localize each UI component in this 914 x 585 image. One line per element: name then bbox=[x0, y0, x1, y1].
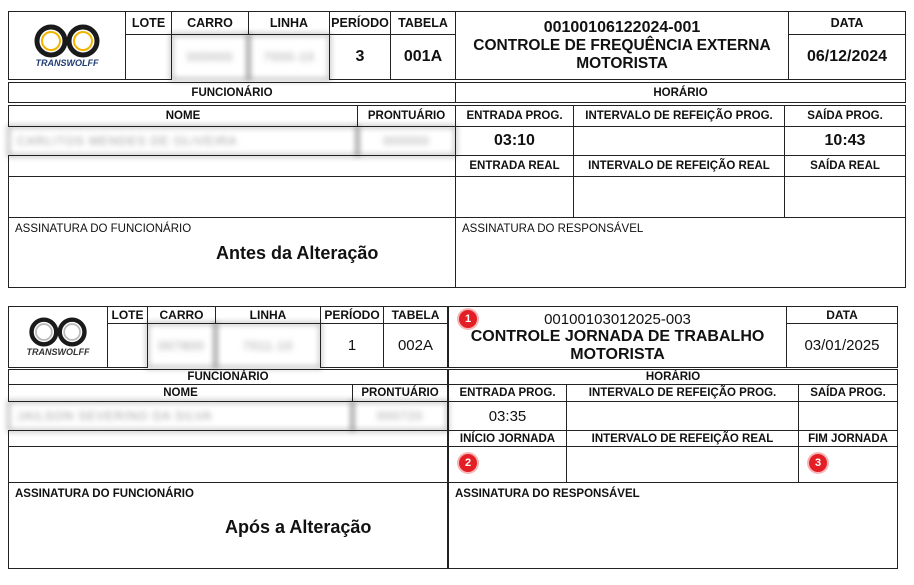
marker-3-badge: 3 bbox=[809, 454, 827, 472]
lote-header: LOTE bbox=[107, 306, 148, 324]
intervalo-prog-value bbox=[566, 401, 799, 431]
linha-header: LINHA bbox=[215, 306, 321, 324]
data-value: 06/12/2024 bbox=[788, 34, 906, 80]
tabela-value: 001A bbox=[390, 34, 456, 80]
prontuario-value: 000000 bbox=[357, 126, 456, 156]
logo-text: TRANSWOLFF bbox=[26, 347, 90, 357]
document-subtitle: MOTORISTA bbox=[576, 54, 668, 72]
carro-value: 000000 bbox=[171, 34, 249, 80]
saida-prog-label: SAÍDA PROG. bbox=[798, 384, 898, 402]
document-number: 00100106122024-001 bbox=[543, 18, 701, 36]
document-title: CONTROLE JORNADA DE TRABALHO bbox=[470, 327, 765, 345]
entrada-real-label: ENTRADA REAL bbox=[455, 155, 574, 177]
entrada-real-field bbox=[455, 176, 574, 218]
data-value: 03/01/2025 bbox=[786, 323, 898, 368]
nome-value: JAILSON SEVERINO DA SILVA bbox=[8, 401, 353, 431]
document-title: CONTROLE DE FREQUÊNCIA EXTERNA bbox=[473, 36, 771, 54]
lote-value bbox=[125, 34, 172, 80]
form-after bbox=[8, 306, 898, 569]
linha-header: LINHA bbox=[248, 11, 330, 35]
carro-header: CARRO bbox=[171, 11, 249, 35]
document-number: 00100103012025-003 bbox=[544, 310, 691, 328]
document-title-block bbox=[447, 306, 787, 368]
lote-header: LOTE bbox=[125, 11, 172, 35]
intervalo-prog-value bbox=[573, 126, 785, 156]
assinatura-responsavel-label: ASSINATURA DO RESPONSÁVEL bbox=[455, 217, 906, 288]
document-subtitle: MOTORISTA bbox=[570, 345, 665, 363]
periodo-value: 3 bbox=[329, 34, 391, 80]
entrada-prog-label: ENTRADA PROG. bbox=[447, 384, 567, 402]
intervalo-real-label: INTERVALO DE REFEIÇÃO REAL bbox=[566, 430, 799, 447]
intervalo-real-field bbox=[573, 176, 785, 218]
intervalo-real-field bbox=[566, 446, 799, 483]
nome-label: NOME bbox=[8, 384, 353, 402]
entrada-prog-value: 03:10 bbox=[455, 126, 574, 156]
transwolff-logo-icon bbox=[31, 24, 103, 58]
inicio-jornada-label: INÍCIO JORNADA bbox=[447, 430, 567, 447]
linha-value: 7011-10 bbox=[215, 323, 321, 368]
blank-row bbox=[8, 155, 456, 177]
transwolff-logo-icon bbox=[25, 317, 91, 347]
prontuario-value: 000720 bbox=[352, 401, 448, 431]
data-header: DATA bbox=[788, 11, 906, 35]
periodo-header: PERÍODO bbox=[320, 306, 384, 324]
carro-header: CARRO bbox=[147, 306, 216, 324]
periodo-header: PERÍODO bbox=[329, 11, 391, 35]
linha-value: 7000-10 bbox=[248, 34, 330, 80]
saida-real-label: SAÍDA REAL bbox=[784, 155, 906, 177]
blank-row bbox=[8, 430, 448, 447]
saida-prog-value: 10:43 bbox=[784, 126, 906, 156]
blank-field bbox=[8, 176, 456, 218]
marker-2-badge: 2 bbox=[459, 454, 477, 472]
assinatura-funcionario-label: ASSINATURA DO FUNCIONÁRIO bbox=[8, 482, 448, 569]
funcionario-section-label: FUNCIONÁRIO bbox=[8, 369, 448, 385]
nome-value: CARLITOS MENDES DE OLIVEIRA bbox=[8, 126, 358, 156]
form-before bbox=[8, 11, 906, 288]
horario-section-label: HORÁRIO bbox=[447, 369, 898, 385]
logo-text: TRANSWOLFF bbox=[35, 57, 99, 68]
saida-prog-value bbox=[798, 401, 898, 431]
company-logo bbox=[8, 306, 108, 368]
tabela-header: TABELA bbox=[383, 306, 448, 324]
intervalo-prog-label: INTERVALO DE REFEIÇÃO PROG. bbox=[573, 105, 785, 127]
marker-1-badge: 1 bbox=[459, 310, 477, 328]
assinatura-responsavel-label: ASSINATURA DO RESPONSÁVEL bbox=[447, 482, 898, 569]
blank-field bbox=[8, 446, 448, 483]
funcionario-section-label: FUNCIONÁRIO bbox=[8, 82, 456, 103]
company-logo bbox=[8, 11, 126, 80]
assinatura-funcionario-label: ASSINATURA DO FUNCIONÁRIO bbox=[8, 217, 456, 288]
data-header: DATA bbox=[786, 306, 898, 324]
fim-jornada-label: FIM JORNADA bbox=[798, 430, 898, 447]
prontuario-label: PRONTUÁRIO bbox=[357, 105, 456, 127]
document-title-block bbox=[455, 11, 789, 80]
tabela-header: TABELA bbox=[390, 11, 456, 35]
lote-value bbox=[107, 323, 148, 368]
carro-value: 007800 bbox=[147, 323, 216, 368]
saida-real-field bbox=[784, 176, 906, 218]
saida-prog-label: SAÍDA PROG. bbox=[784, 105, 906, 127]
after-caption: Após a Alteração bbox=[225, 517, 372, 537]
intervalo-real-label: INTERVALO DE REFEIÇÃO REAL bbox=[573, 155, 785, 177]
tabela-value: 002A bbox=[383, 323, 448, 368]
prontuario-label: PRONTUÁRIO bbox=[352, 384, 448, 402]
intervalo-prog-label: INTERVALO DE REFEIÇÃO PROG. bbox=[566, 384, 799, 402]
periodo-value: 1 bbox=[320, 323, 384, 368]
entrada-prog-value: 03:35 bbox=[447, 401, 567, 431]
horario-section-label: HORÁRIO bbox=[455, 82, 906, 103]
entrada-prog-label: ENTRADA PROG. bbox=[455, 105, 574, 127]
nome-label: NOME bbox=[8, 105, 358, 127]
before-caption: Antes da Alteração bbox=[216, 243, 379, 263]
